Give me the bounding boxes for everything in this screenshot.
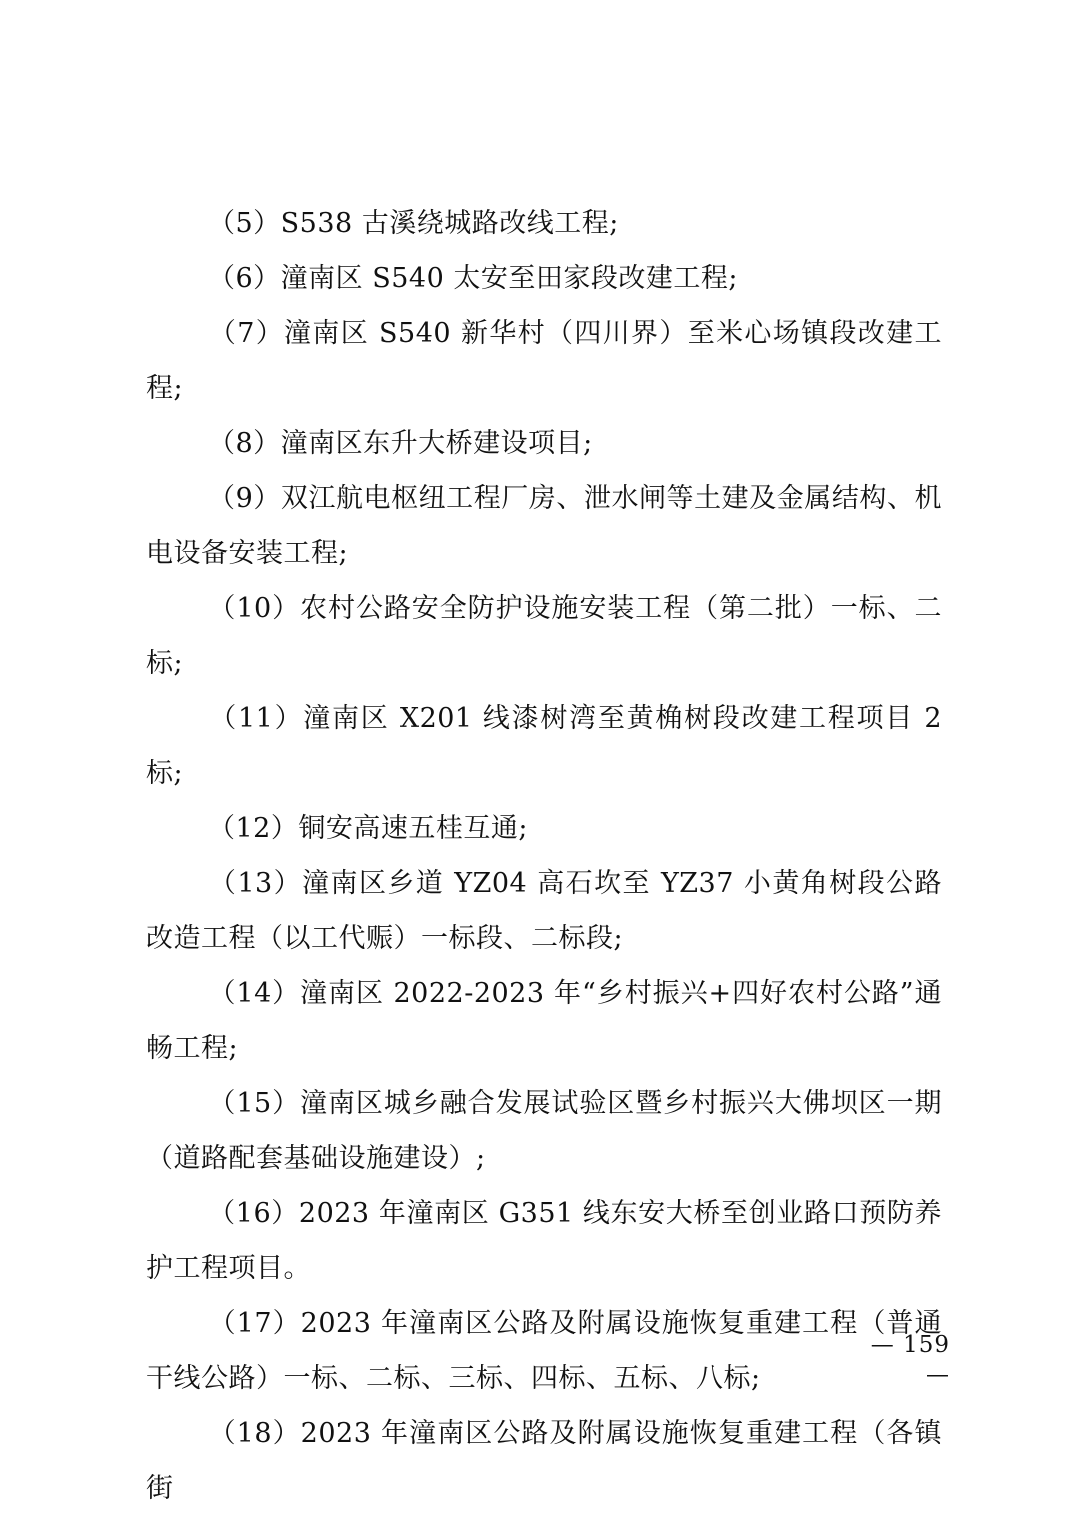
list-item (146, 801, 942, 856)
list-item (146, 251, 942, 306)
list-item-text: （15）潼南区城乡融合发展试验区暨乡村振兴大佛坝区一期（道路配套基础设施建设）; (146, 1088, 942, 1174)
list-item (146, 966, 942, 1076)
list-item (146, 1186, 942, 1296)
list-item (146, 691, 942, 801)
list-item-text: （9）双江航电枢纽工程厂房、泄水闸等土建及金属结构、机电设备安装工程; (146, 483, 942, 569)
list-item-text: （16）2023 年潼南区 G351 线东安大桥至创业路口预防养护工程项目。 (146, 1198, 942, 1284)
list-item-text: （6）潼南区 S540 太安至田家段改建工程; (208, 263, 738, 294)
list-item (146, 471, 942, 581)
list-item-text: （10）农村公路安全防护设施安装工程（第二批）一标、二标; (146, 593, 942, 679)
list-item (146, 306, 942, 416)
list-item (146, 1076, 942, 1186)
list-item (146, 1296, 942, 1406)
list-item-text: （5）S538 古溪绕城路改线工程; (208, 208, 619, 239)
list-item-text: （13）潼南区乡道 YZ04 高石坎至 YZ37 小黄角树段公路改造工程（以工代赈）一标段、二标段; (146, 868, 942, 954)
list-item (146, 581, 942, 691)
list-item (146, 196, 942, 251)
list-item-text: （14）潼南区 2022-2023 年“乡村振兴+四好农村公路”通畅工程; (146, 978, 942, 1064)
document-body (146, 196, 942, 1516)
list-item-text: （8）潼南区东升大桥建设项目; (208, 428, 593, 459)
list-item-text: （17）2023 年潼南区公路及附属设施恢复重建工程（普通干线公路）一标、二标、三标、四标、五标、八标; (146, 1308, 942, 1394)
list-item (146, 416, 942, 471)
list-item (146, 1406, 942, 1516)
list-item-text: （18）2023 年潼南区公路及附属设施恢复重建工程（各镇街 (146, 1418, 942, 1504)
list-item-text: （7）潼南区 S540 新华村（四川界）至米心场镇段改建工程; (146, 318, 942, 404)
list-item (146, 856, 942, 966)
list-item-text: （11）潼南区 X201 线漆树湾至黄桷树段改建工程项目 2 标; (146, 703, 942, 789)
page-number: — 159 — (870, 1332, 950, 1388)
list-item-text: （12）铜安高速五桂互通; (208, 813, 528, 844)
